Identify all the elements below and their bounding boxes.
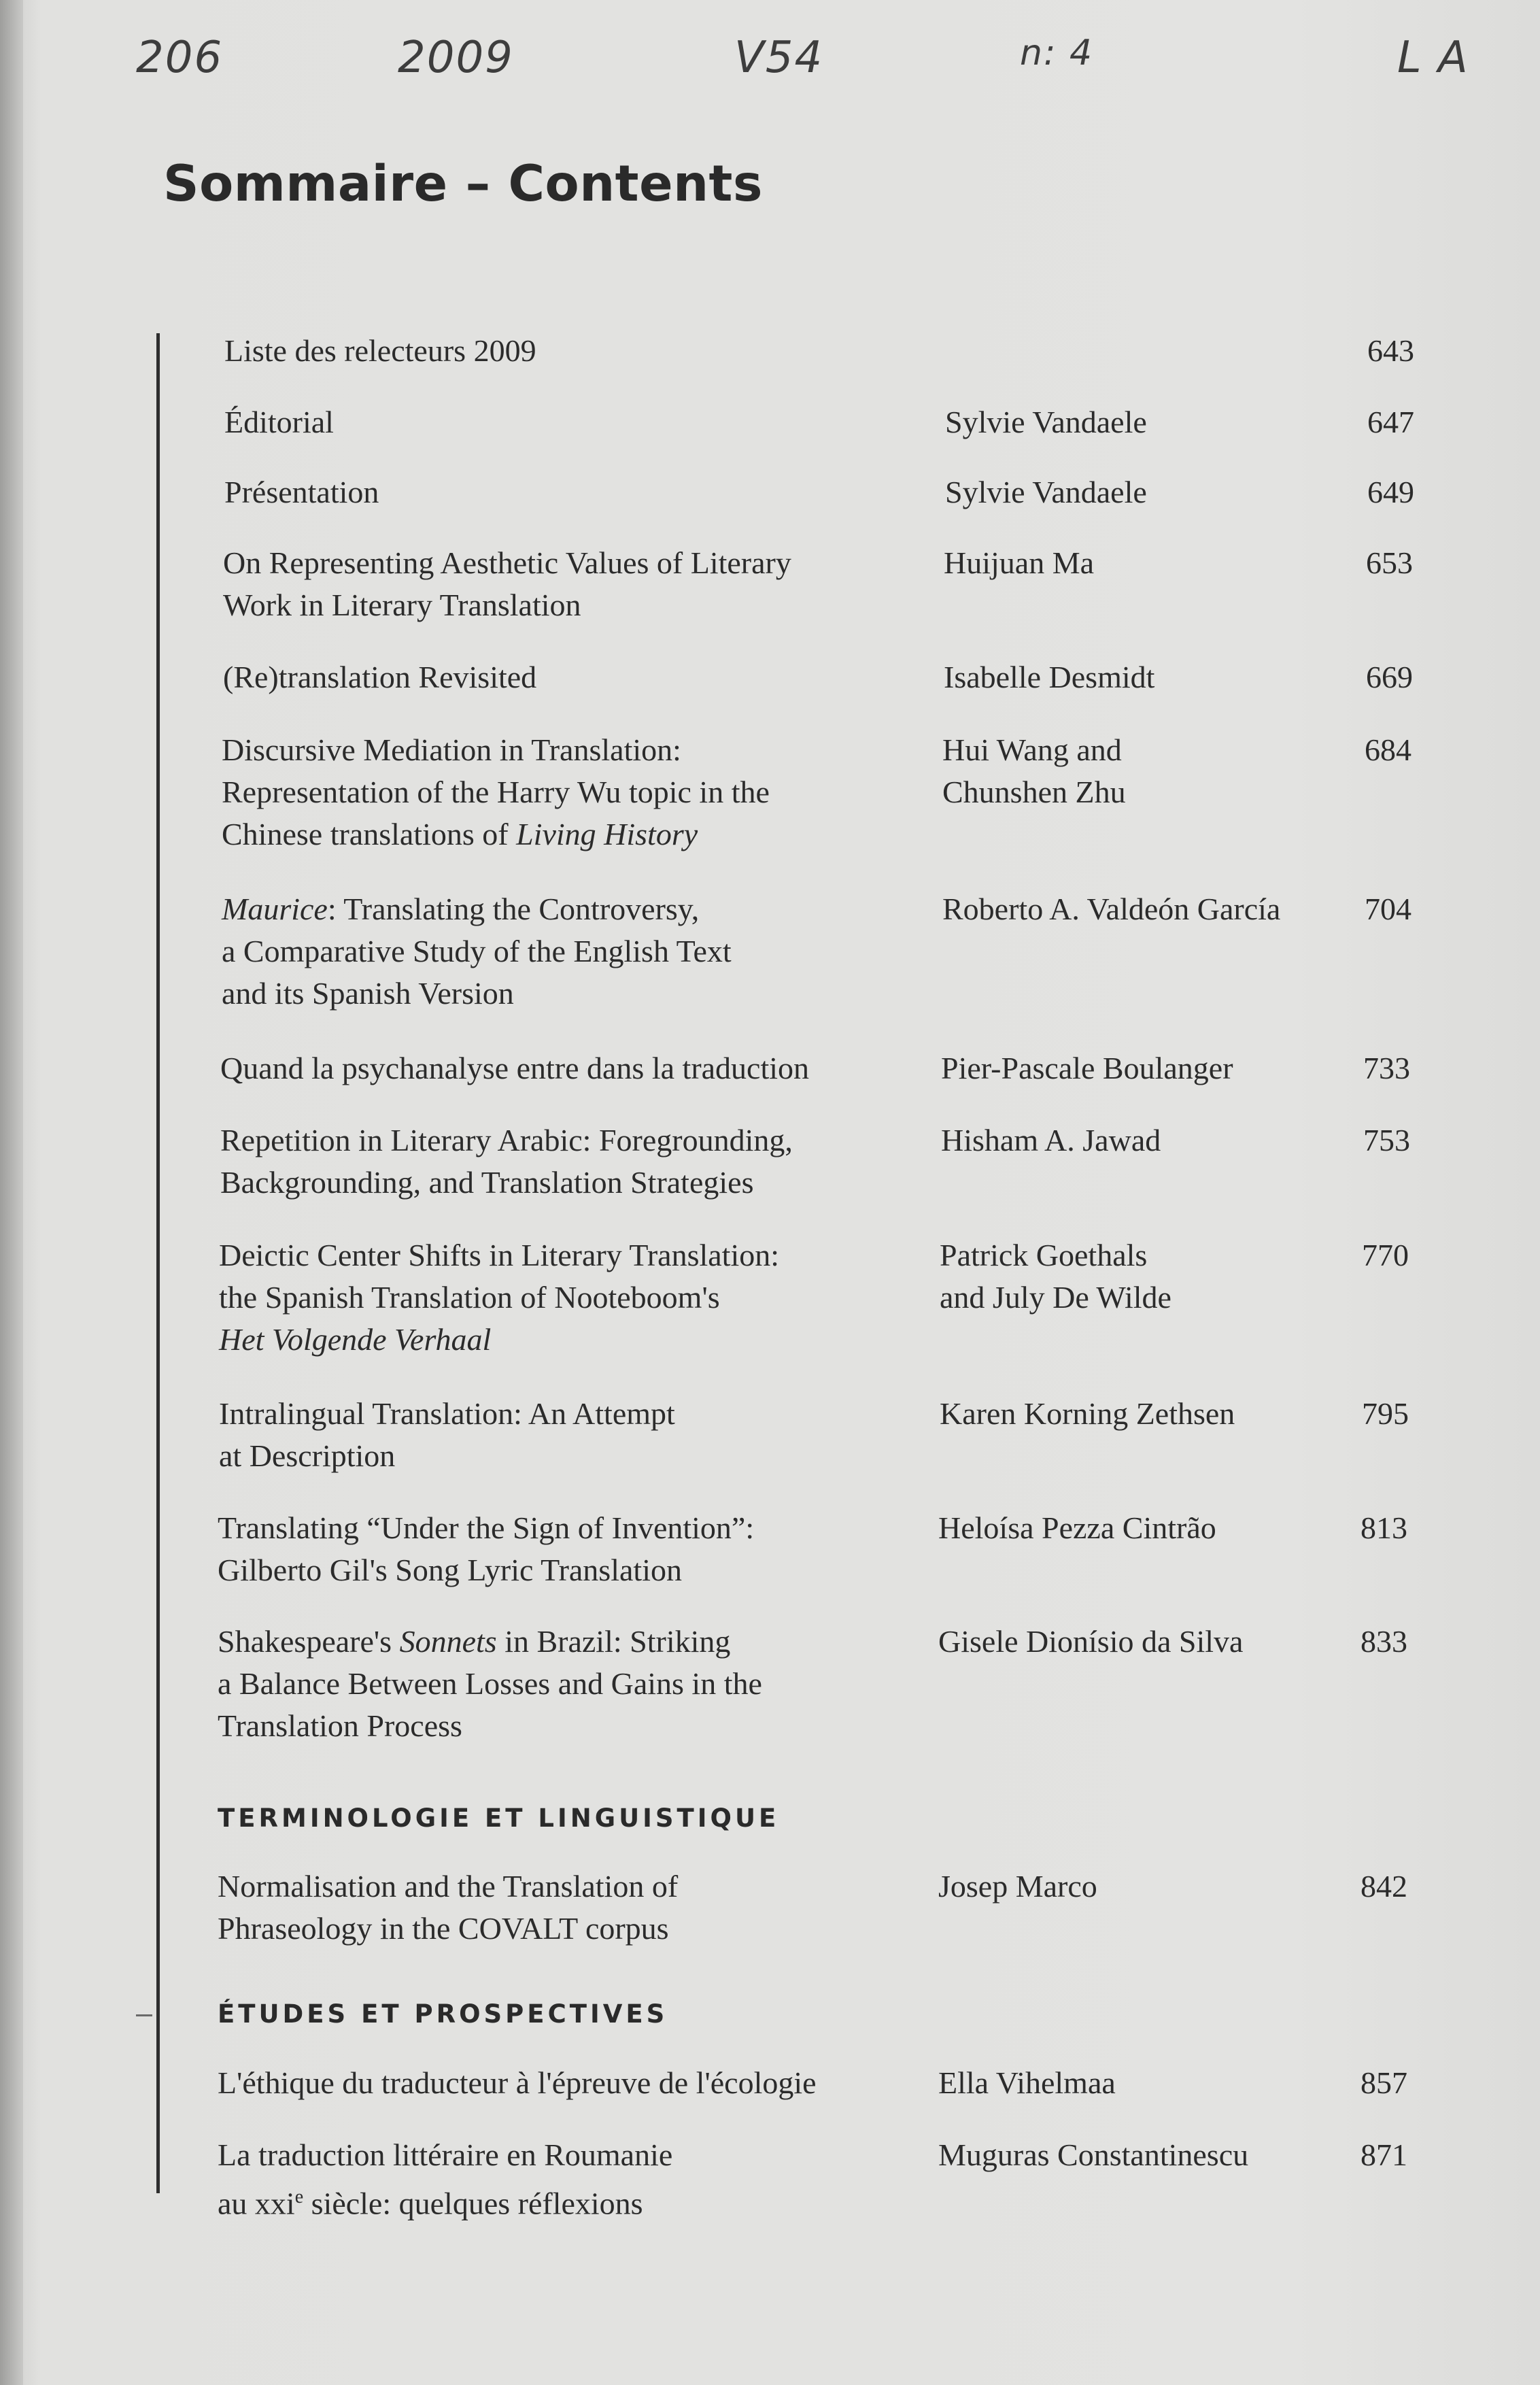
entry-author: Roberto A. Valdeón García bbox=[942, 892, 1281, 926]
title-line: On Representing Aesthetic Values of Literary bbox=[223, 545, 791, 580]
entry-author: Hisham A. Jawad bbox=[941, 1123, 1161, 1157]
title-line: Deictic Center Shifts in Literary Translation: bbox=[219, 1238, 780, 1272]
title-line: Representation of the Harry Wu topic in the bbox=[222, 775, 770, 809]
handwritten-note: n: 4 bbox=[1020, 33, 1094, 73]
title-line: at Description bbox=[219, 1438, 396, 1473]
entry-title: Présentation bbox=[224, 475, 379, 509]
title-line: a Comparative Study of the English Text bbox=[222, 934, 732, 968]
title-line: the Spanish Translation of Nooteboom's bbox=[219, 1280, 720, 1315]
entry-author: Heloísa Pezza Cintrão bbox=[938, 1510, 1216, 1545]
title-line: Normalisation and the Translation of bbox=[218, 1869, 679, 1904]
entry-author: Karen Korning Zethsen bbox=[940, 1396, 1235, 1431]
entry-author: Pier-Pascale Boulanger bbox=[941, 1051, 1233, 1085]
entry-title: Éditorial bbox=[224, 405, 334, 439]
entry-title bbox=[218, 1621, 911, 1747]
title-line: Backgrounding, and Translation Strategies bbox=[220, 1165, 754, 1200]
entry-title bbox=[218, 2134, 911, 2225]
entry-author: Ella Vihelmaa bbox=[938, 2065, 1116, 2100]
entry-author: Josep Marco bbox=[938, 1869, 1097, 1904]
entry-page: 733 bbox=[1363, 1051, 1410, 1085]
section-heading: TERMINOLOGIE ET LINGUISTIQUE bbox=[218, 1804, 780, 1833]
title-line: Intralingual Translation: An Attempt bbox=[219, 1396, 675, 1431]
title-line: Work in Literary Translation bbox=[223, 588, 581, 622]
entry-title bbox=[218, 1507, 911, 1591]
entry-author: Muguras Constantinescu bbox=[938, 2137, 1249, 2172]
entry-page: 842 bbox=[1361, 1869, 1407, 1904]
entry-title bbox=[222, 729, 915, 856]
entry-author: Hui Wang and Chunshen Zhu bbox=[942, 732, 1126, 809]
title-line: Maurice: Translating the Controversy, bbox=[222, 892, 700, 926]
entry-title bbox=[223, 542, 917, 626]
handwritten-note: V54 bbox=[734, 33, 824, 83]
entry-page: 647 bbox=[1367, 405, 1414, 439]
entry-title bbox=[219, 1234, 912, 1361]
entry-page: 669 bbox=[1366, 660, 1413, 694]
entry-title bbox=[219, 1393, 912, 1477]
title-line: La traduction littéraire en Roumanie bbox=[218, 2137, 673, 2172]
entry-title bbox=[218, 1865, 911, 1950]
entry-title: Liste des relecteurs 2009 bbox=[224, 333, 536, 368]
entry-author: Huijuan Ma bbox=[944, 545, 1095, 580]
entry-author: Sylvie Vandaele bbox=[945, 475, 1147, 509]
entry-page: 653 bbox=[1366, 545, 1413, 580]
page-title: Sommaire – Contents bbox=[163, 155, 763, 213]
entry-page: 643 bbox=[1367, 333, 1414, 368]
entry-title: Quand la psychanalyse entre dans la traduction bbox=[220, 1051, 810, 1085]
entry-author: Sylvie Vandaele bbox=[945, 405, 1147, 439]
title-line: au xxi$^e$ siècle: quelques réflexions bbox=[218, 2186, 643, 2221]
entry-page: 833 bbox=[1361, 1624, 1407, 1659]
entry-page: 704 bbox=[1365, 892, 1411, 926]
title-line: Repetition in Literary Arabic: Foregrounding, bbox=[220, 1123, 793, 1157]
title-line: Het Volgende Verhaal bbox=[219, 1322, 492, 1357]
section-heading: ÉTUDES ET PROSPECTIVES bbox=[218, 1999, 668, 2029]
entry-page: 684 bbox=[1365, 732, 1411, 767]
title-line: a Balance Between Losses and Gains in the bbox=[218, 1666, 762, 1701]
entry-author: Gisele Dionísio da Silva bbox=[938, 1624, 1244, 1659]
title-line: Chinese translations of Living History bbox=[222, 817, 698, 851]
entry-title bbox=[222, 888, 915, 1015]
entry-page: 770 bbox=[1362, 1238, 1409, 1272]
title-line: Shakespeare's Sonnets in Brazil: Striking bbox=[218, 1624, 731, 1659]
title-line: and its Spanish Version bbox=[222, 976, 514, 1011]
handwritten-note: L A bbox=[1397, 33, 1469, 83]
entry-page: 857 bbox=[1361, 2065, 1407, 2100]
handwritten-note: 206 bbox=[136, 33, 224, 83]
entry-page: 649 bbox=[1367, 475, 1414, 509]
handwritten-note: 2009 bbox=[398, 33, 514, 83]
entry-author: Isabelle Desmidt bbox=[944, 660, 1155, 694]
title-line: Gilberto Gil's Song Lyric Translation bbox=[218, 1553, 682, 1587]
entry-author: Patrick Goethals and July De Wilde bbox=[940, 1238, 1171, 1315]
entry-page: 795 bbox=[1362, 1396, 1409, 1431]
title-line: Translating “Under the Sign of Invention”: bbox=[218, 1510, 755, 1545]
entry-page: 871 bbox=[1361, 2137, 1407, 2172]
title-line: Discursive Mediation in Translation: bbox=[222, 732, 681, 767]
entry-page: 753 bbox=[1363, 1123, 1410, 1157]
entry-title: (Re)translation Revisited bbox=[223, 660, 537, 694]
entry-title bbox=[220, 1119, 914, 1204]
title-line: Translation Process bbox=[218, 1708, 462, 1743]
entry-page: 813 bbox=[1361, 1510, 1407, 1545]
title-line: Phraseology in the COVALT corpus bbox=[218, 1911, 669, 1946]
entry-title: L'éthique du traducteur à l'épreuve de l'écologie bbox=[218, 2065, 817, 2100]
